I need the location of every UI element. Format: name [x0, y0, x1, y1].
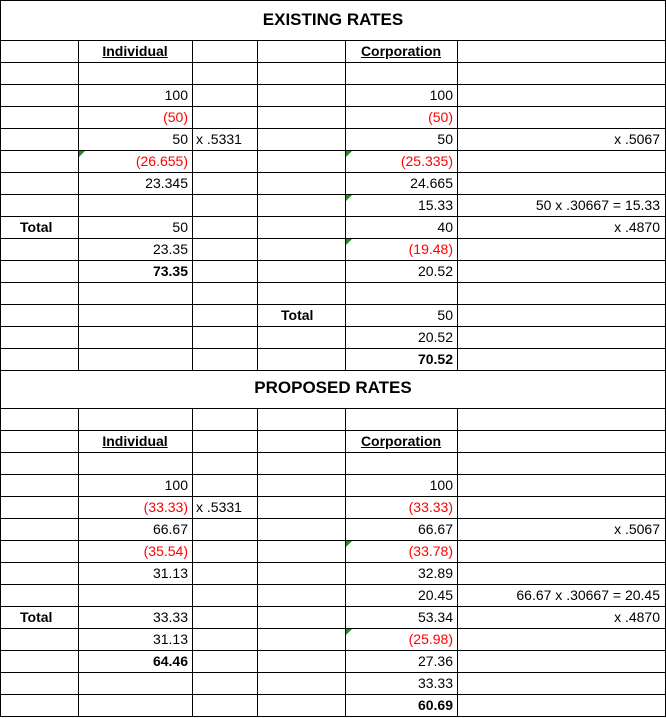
grid-line — [0, 452, 666, 453]
existing-individual-value: 50 — [172, 131, 188, 147]
existing-individual-value: 23.35 — [152, 241, 188, 257]
grid-line — [78, 408, 79, 717]
existing-individual-multiplier: x .5331 — [196, 131, 242, 147]
corporation-header-cell — [345, 431, 457, 451]
proposed-corporation-value: 66.67 — [417, 521, 453, 537]
proposed-individual-total: 64.46 — [152, 653, 188, 669]
proposed-individual-value: 66.67 — [152, 521, 188, 537]
proposed-corporation-value: (33.78) — [408, 543, 453, 559]
proposed-corporation-header: Corporation — [360, 433, 442, 449]
existing-corporation-value: 40 — [437, 219, 453, 235]
grid-line — [0, 326, 666, 327]
existing-corporation-value: (50) — [428, 109, 453, 125]
grid-line — [78, 40, 79, 370]
proposed-individual-value: 100 — [164, 477, 188, 493]
grid-line — [0, 716, 666, 717]
grid-line — [0, 0, 666, 1]
existing-corporation-value: 50 — [437, 307, 453, 323]
cell-comment-marker — [346, 629, 352, 635]
proposed-note: x .5067 — [614, 521, 660, 537]
grid-line — [0, 282, 666, 283]
proposed-corporation-total: 60.69 — [417, 697, 453, 713]
proposed-corporation-value: 32.89 — [417, 565, 453, 581]
proposed-corporation-value: (33.33) — [408, 499, 453, 515]
existing-total-label: Total — [20, 219, 53, 235]
grid-line — [0, 694, 666, 695]
proposed-individual-value: 31.13 — [152, 565, 188, 581]
existing-corporation-value: 50 — [437, 131, 453, 147]
corporation-header-cell — [345, 41, 457, 61]
existing-rates-title: EXISTING RATES — [262, 10, 404, 29]
grid-line — [457, 40, 458, 370]
existing-individual-value: (26.655) — [135, 153, 188, 169]
existing-corporation-value: 20.52 — [417, 263, 453, 279]
grid-line — [192, 40, 193, 370]
grid-line — [257, 40, 258, 370]
existing-individual-value: 100 — [164, 87, 188, 103]
grid-line — [345, 40, 346, 370]
existing-note: x .4870 — [614, 219, 660, 235]
proposed-individual-header: Individual — [102, 433, 168, 449]
existing-corporation-value: (25.335) — [400, 153, 453, 169]
existing-corporation-header: Corporation — [360, 43, 442, 59]
proposed-corporation-value: 27.36 — [417, 653, 453, 669]
proposed-corporation-value: 33.33 — [417, 675, 453, 691]
existing-corporation-value: 15.33 — [417, 197, 453, 213]
proposed-corporation-value: 53.34 — [417, 609, 453, 625]
proposed-rates-title: PROPOSED RATES — [254, 378, 412, 397]
proposed-individual-value: (33.33) — [143, 499, 188, 515]
existing-note: 50 x .30667 = 15.33 — [535, 197, 660, 213]
proposed-individual-multiplier: x .5331 — [196, 499, 242, 515]
proposed-individual-value: 31.13 — [152, 631, 188, 647]
existing-corporation-value: 100 — [429, 87, 453, 103]
existing-individual-value: 23.345 — [145, 175, 188, 191]
grid-line — [0, 0, 1, 717]
proposed-corporation-value: 20.45 — [417, 587, 453, 603]
proposed-note: x .4870 — [614, 609, 660, 625]
existing-individual-header: Individual — [102, 43, 168, 59]
proposed-individual-value: 33.33 — [152, 609, 188, 625]
existing-individual-value: 50 — [172, 219, 188, 235]
existing-individual-total: 73.35 — [152, 263, 188, 279]
existing-corporation-total: 70.52 — [417, 351, 453, 367]
grid-line — [0, 348, 666, 349]
grid-line — [0, 672, 666, 673]
existing-corporation-total-label: Total — [281, 307, 314, 323]
cell-comment-marker — [346, 195, 352, 201]
proposed-corporation-value: 100 — [429, 477, 453, 493]
grid-line — [457, 408, 458, 717]
existing-corporation-value: (19.48) — [408, 241, 453, 257]
grid-line — [0, 62, 666, 63]
existing-corporation-value: 20.52 — [417, 329, 453, 345]
grid-line — [0, 408, 666, 409]
cell-comment-marker — [346, 239, 352, 245]
proposed-individual-value: (35.54) — [143, 543, 188, 559]
proposed-corporation-value: (25.98) — [408, 631, 453, 647]
cell-comment-marker — [79, 151, 85, 157]
individual-header-cell — [78, 41, 192, 61]
grid-line — [345, 408, 346, 717]
grid-line — [192, 408, 193, 717]
existing-corporation-value: 24.665 — [410, 175, 453, 191]
cell-comment-marker — [346, 541, 352, 547]
existing-note: x .5067 — [614, 131, 660, 147]
grid-line — [0, 370, 666, 371]
existing-individual-value: (50) — [163, 109, 188, 125]
proposed-note: 66.67 x .30667 = 20.45 — [516, 587, 660, 603]
grid-line — [257, 408, 258, 717]
individual-header-cell — [78, 431, 192, 451]
proposed-total-label: Total — [20, 609, 53, 625]
cell-comment-marker — [346, 151, 352, 157]
